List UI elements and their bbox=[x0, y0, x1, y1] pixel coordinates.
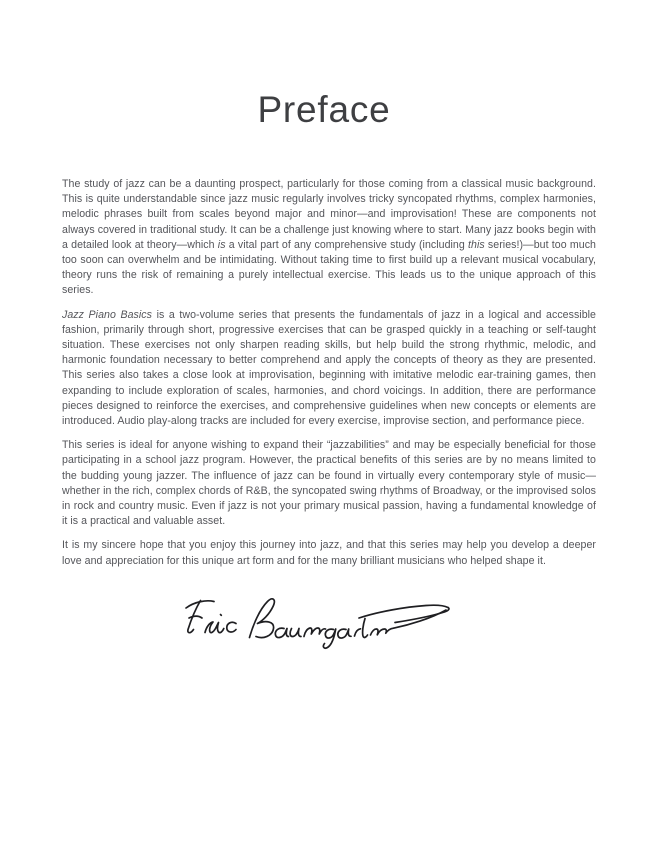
preface-text bbox=[62, 177, 596, 651]
preface-paragraph-2: Jazz Piano Basics is a two-volume series that presents the fundamentals of jazz in a logical and accessible fashion, primarily through short, progressive exercises that can be grasped quickly in a teaching or self-taught situation. These exercises not only sharpen reading skills, but help build the strong rhythmic, melodic, and harmonic foundation necessary to better comprehend and apply the concepts of theory as they are presented. This series also takes a close look at improvisation, beginning with imitative melodic ear-training games, then expanding to include exploration of scales, harmonies, and chord voicings. In addition, there are performance pieces designed to reinforce the exercises, and comprehensive guidelines when new concepts or elements are introduced. Audio play-along tracks are included for every exercise, improvise section, and performance piece. bbox=[62, 308, 596, 428]
preface-paragraph-3: This series is ideal for anyone wishing to expand their “jazzabilities” and may be especially beneficial for those participating in a school jazz program. However, the practical benefits of this series are by no means limited to the budding young jazzer. The influence of jazz can be found in virtually every contemporary style of music—whether in the rich, complex chords of R&B, the syncopated swing rhythms of Broadway, or the improvised solos in rock and country music. Even if jazz is not your primary musical passion, having a fundamental knowledge of it is a practical and valuable asset. bbox=[62, 439, 596, 528]
author-signature bbox=[182, 593, 454, 651]
page-title: Preface bbox=[257, 89, 391, 130]
preface-paragraph-1: The study of jazz can be a daunting prospect, particularly for those coming from a classical music background. This is quite understandable since jazz music regularly involves tricky syncopated rhythms, complex harmonies, melodic phrases built from scales beyond major and minor—and improvisation! These are components not always covered in traditional study. It can be a challenge just knowing where to start. Many jazz books begin with a detailed look at theory—which is a vital part of any comprehensive study (including this series!)—but too much too soon can overwhelm and be intimidating. Without taking time to first build up a relevant musical vocabulary, theory runs the risk of remaining a purely intellectual exercise. This leads us to the unique approach of this series. bbox=[62, 178, 596, 297]
signature-handwriting-icon bbox=[182, 593, 454, 651]
preface-paragraph-4: It is my sincere hope that you enjoy this journey into jazz, and that this series may help you develop a deeper love and appreciation for this unique art form and for the many brilliant musicians who helped shape it. bbox=[62, 539, 596, 567]
